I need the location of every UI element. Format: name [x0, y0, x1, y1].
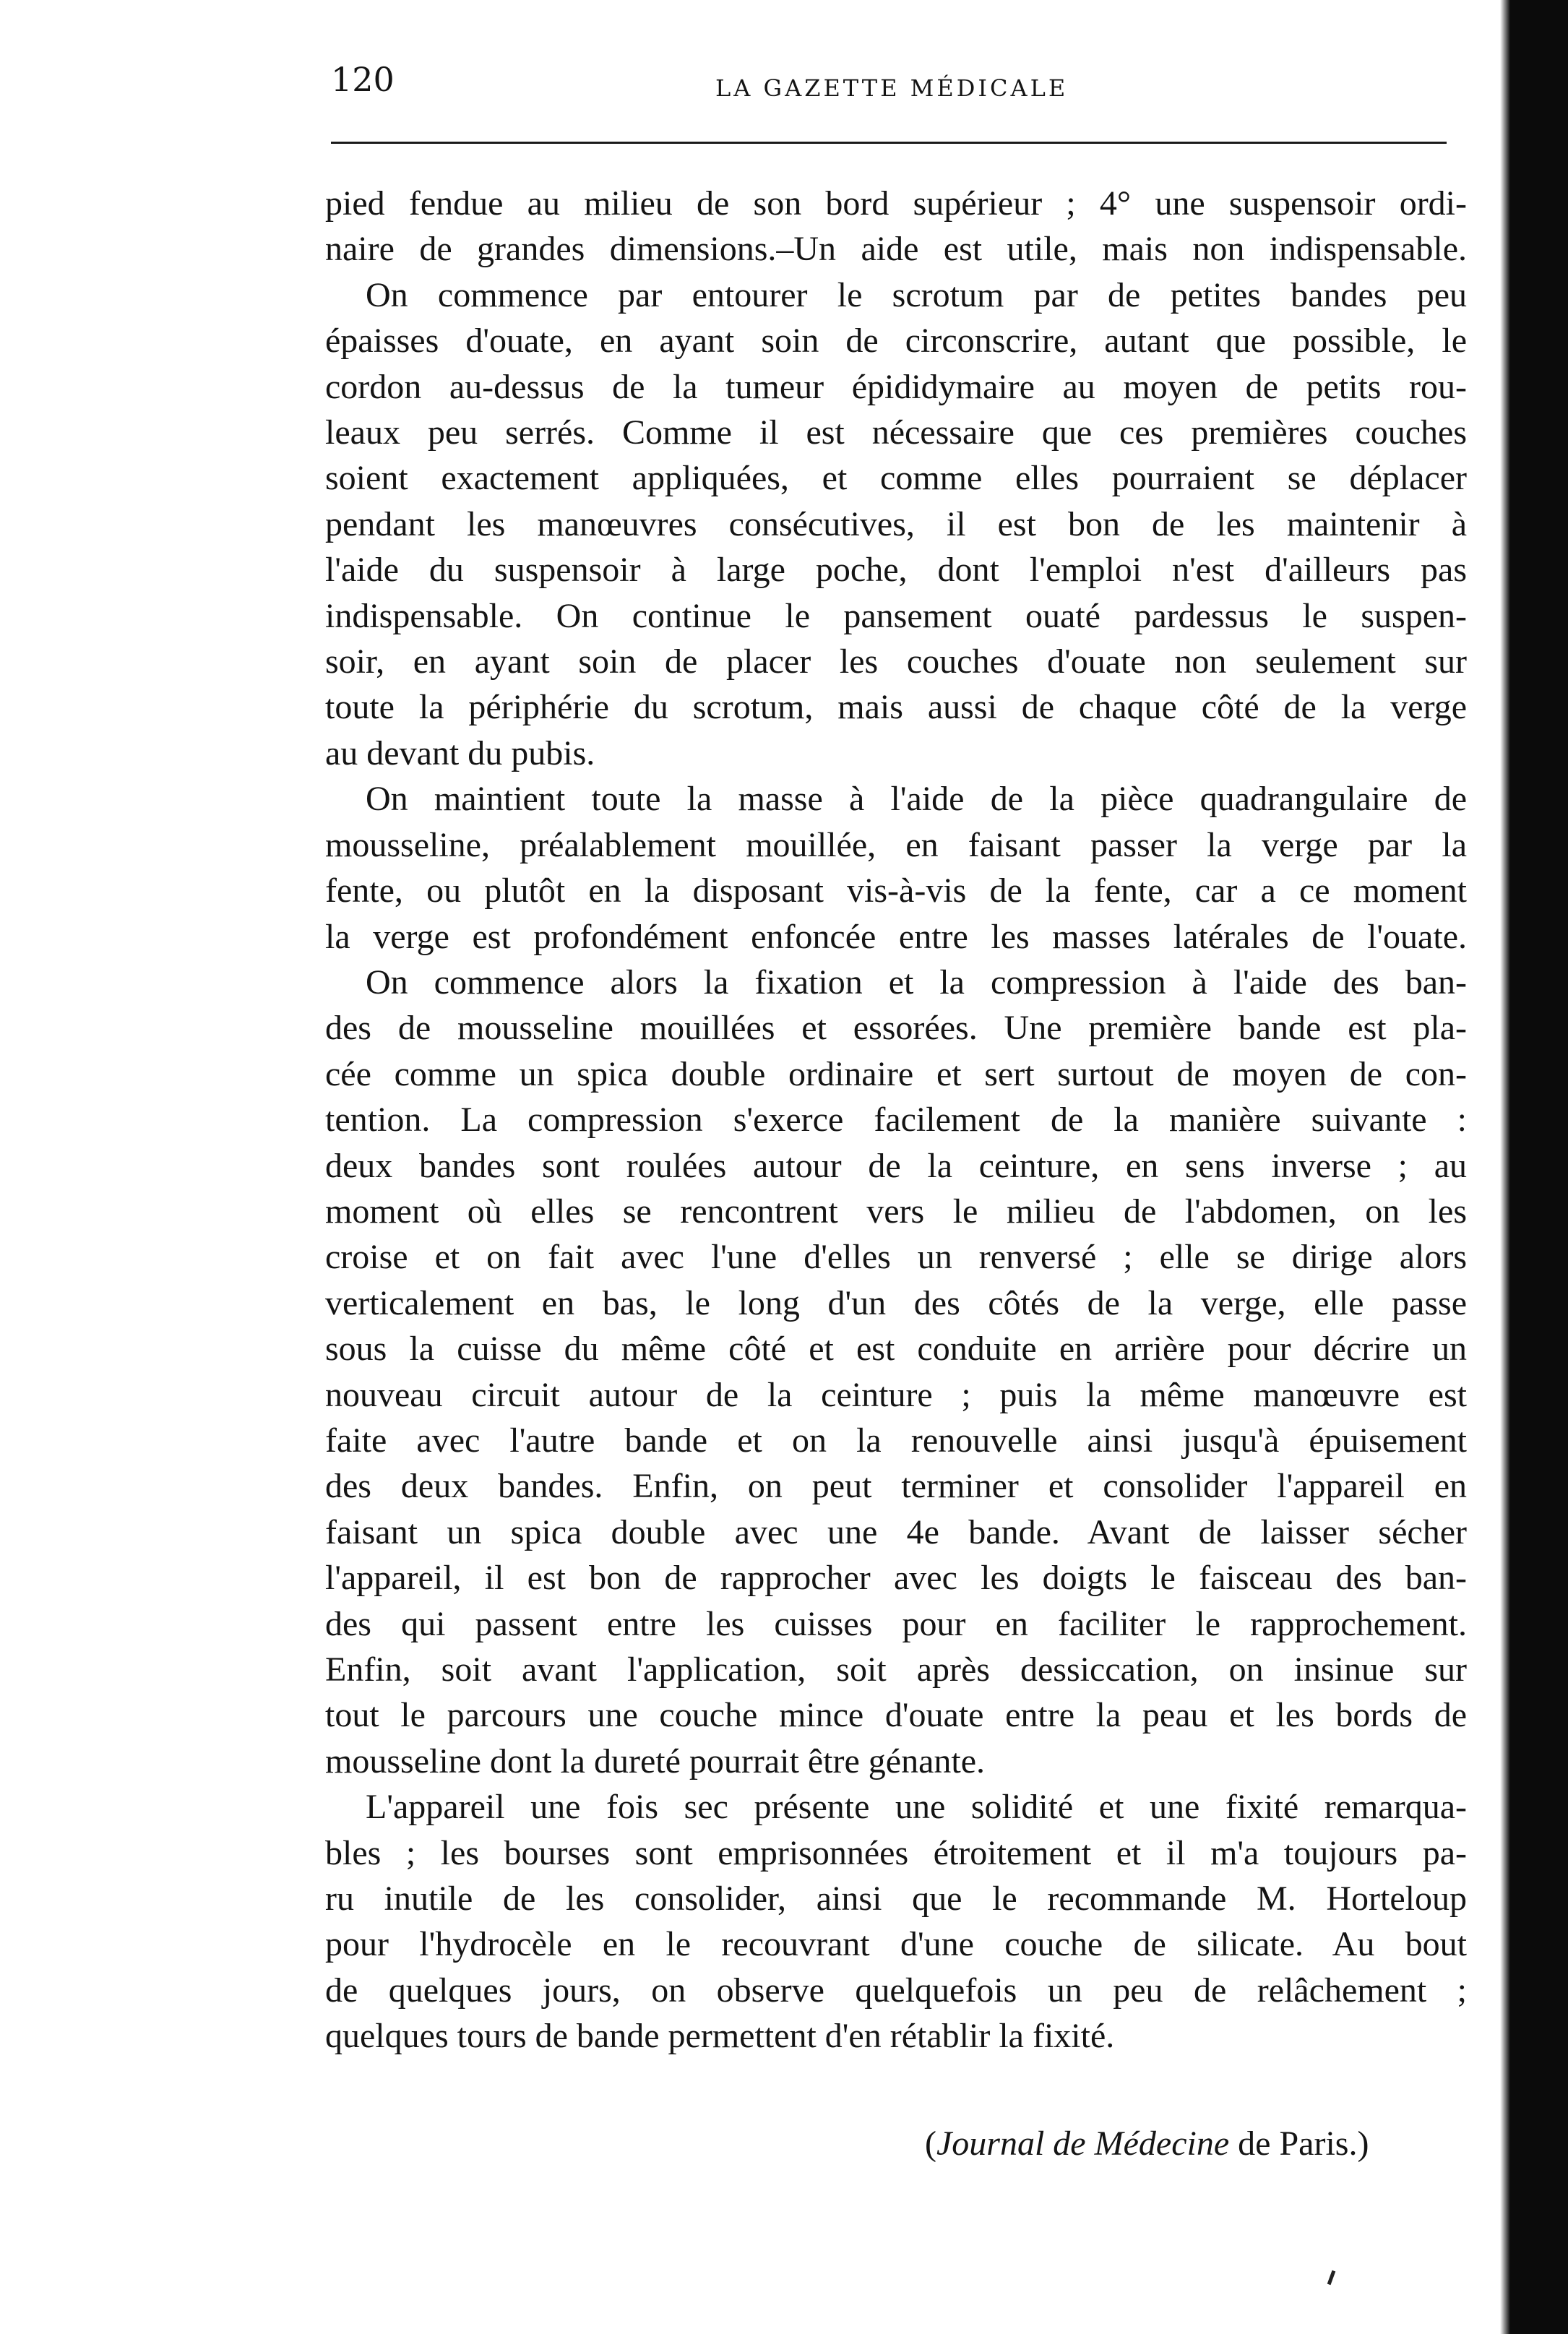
text-line: toute la périphérie du scrotum, mais aussi de chaque côté de la verge — [325, 688, 1467, 727]
text-line: leaux peu serrés. Comme il est nécessaire que ces premières couches — [325, 413, 1467, 452]
source-rest: de Paris.) — [1229, 2124, 1369, 2163]
source-citation — [925, 2121, 1369, 2166]
text-line: soir, en ayant soin de placer les couches d'ouate non seulement sur — [325, 642, 1467, 681]
text-line: deux bandes sont roulées autour de la ceinture, en sens inverse ; au — [325, 1146, 1467, 1185]
scan-edge-shadow — [1500, 0, 1510, 2334]
text-line: sous la cuisse du même côté et est conduite en arrière pour décrire un — [325, 1330, 1467, 1369]
source-journal-title: Journal de Médecine — [936, 2124, 1230, 2163]
text-line: verticalement en bas, le long d'un des côtés de la verge, elle passe — [325, 1283, 1467, 1322]
header-rule — [331, 142, 1447, 144]
page-number: 120 — [331, 60, 395, 99]
text-line: épaisses d'ouate, en ayant soin de circonscrire, autant que possible, le — [325, 322, 1467, 361]
text-line: l'appareil, il est bon de rapprocher avec les doigts le faisceau des ban- — [325, 1559, 1467, 1598]
text-line: cée comme un spica double ordinaire et sert surtout de moyen de con- — [325, 1054, 1467, 1093]
scan-edge-bar — [1510, 0, 1568, 2334]
text-line: pied fendue au milieu de son bord supérieur ; 4° une suspensoir ordi- — [325, 184, 1467, 223]
text-line: nouveau circuit autour de la ceinture ; puis la même manœuvre est — [325, 1375, 1467, 1414]
text-line: pour l'hydrocèle en le recouvrant d'une couche de silicate. Au bout — [325, 1925, 1467, 1964]
text-line: faisant un spica double avec une 4e bande. Avant de laisser sécher — [325, 1512, 1467, 1551]
text-line: On commence alors la fixation et la compression à l'aide des ban- — [366, 963, 1467, 1002]
stray-ink-mark — [1327, 2270, 1336, 2286]
text-line: des deux bandes. Enfin, on peut terminer et consolider l'appareil en — [325, 1467, 1467, 1506]
text-line: mousseline dont la dureté pourrait être génante. — [325, 1741, 986, 1780]
text-line: indispensable. On continue le pansement ouaté pardessus le suspen- — [325, 596, 1467, 635]
text-line: fente, ou plutôt en la disposant vis-à-vis de la fente, car a ce moment — [325, 871, 1467, 910]
text-line: bles ; les bourses sont emprisonnées étroitement et il m'a toujours pa- — [325, 1833, 1467, 1872]
text-line: tention. La compression s'exerce facilement de la manière suivante : — [325, 1101, 1467, 1140]
running-title: LA GAZETTE MÉDICALE — [715, 74, 1069, 102]
body-text — [325, 181, 1467, 2059]
source-open-paren: ( — [925, 2124, 936, 2163]
text-line: On maintient toute la masse à l'aide de la pièce quadrangulaire de — [366, 780, 1467, 819]
text-line: de quelques jours, on observe quelquefois un peu de relâchement ; — [325, 1971, 1467, 2010]
text-line: mousseline, préalablement mouillée, en faisant passer la verge par la — [325, 825, 1467, 864]
text-line: la verge est profondément enfoncée entre les masses latérales de l'ouate. — [325, 917, 1467, 956]
text-line: Enfin, soit avant l'application, soit après dessiccation, on insinue sur — [325, 1650, 1467, 1689]
text-line: L'appareil une fois sec présente une solidité et une fixité remarqua- — [366, 1788, 1467, 1827]
text-line: l'aide du suspensoir à large poche, dont l'emploi n'est d'ailleurs pas — [325, 551, 1467, 590]
text-line: des de mousseline mouillées et essorées. Une première bande est pla- — [325, 1009, 1467, 1048]
text-line: faite avec l'autre bande et on la renouvelle ainsi jusqu'à épuisement — [325, 1421, 1467, 1460]
text-line: On commence par entourer le scrotum par de petites bandes peu — [366, 275, 1467, 314]
text-line: tout le parcours une couche mince d'ouate entre la peau et les bords de — [325, 1696, 1467, 1735]
text-line: ru inutile de les consolider, ainsi que le recommande M. Horteloup — [325, 1879, 1467, 1919]
text-line: pendant les manœuvres consécutives, il est bon de les maintenir à — [325, 504, 1467, 543]
text-line: croise et on fait avec l'une d'elles un renversé ; elle se dirige alors — [325, 1238, 1467, 1277]
text-line: au devant du pubis. — [325, 733, 595, 772]
text-line: quelques tours de bande permettent d'en rétablir la fixité. — [325, 2017, 1115, 2056]
text-line: des qui passent entre les cuisses pour en faciliter le rapprochement. — [325, 1604, 1467, 1643]
text-line: moment où elles se rencontrent vers le milieu de l'abdomen, on les — [325, 1192, 1467, 1231]
text-line: cordon au-dessus de la tumeur épididymaire au moyen de petits rou- — [325, 367, 1467, 406]
text-line: soient exactement appliquées, et comme elles pourraient se déplacer — [325, 459, 1467, 498]
text-line: naire de grandes dimensions.–Un aide est utile, mais non indispensable. — [325, 230, 1467, 269]
